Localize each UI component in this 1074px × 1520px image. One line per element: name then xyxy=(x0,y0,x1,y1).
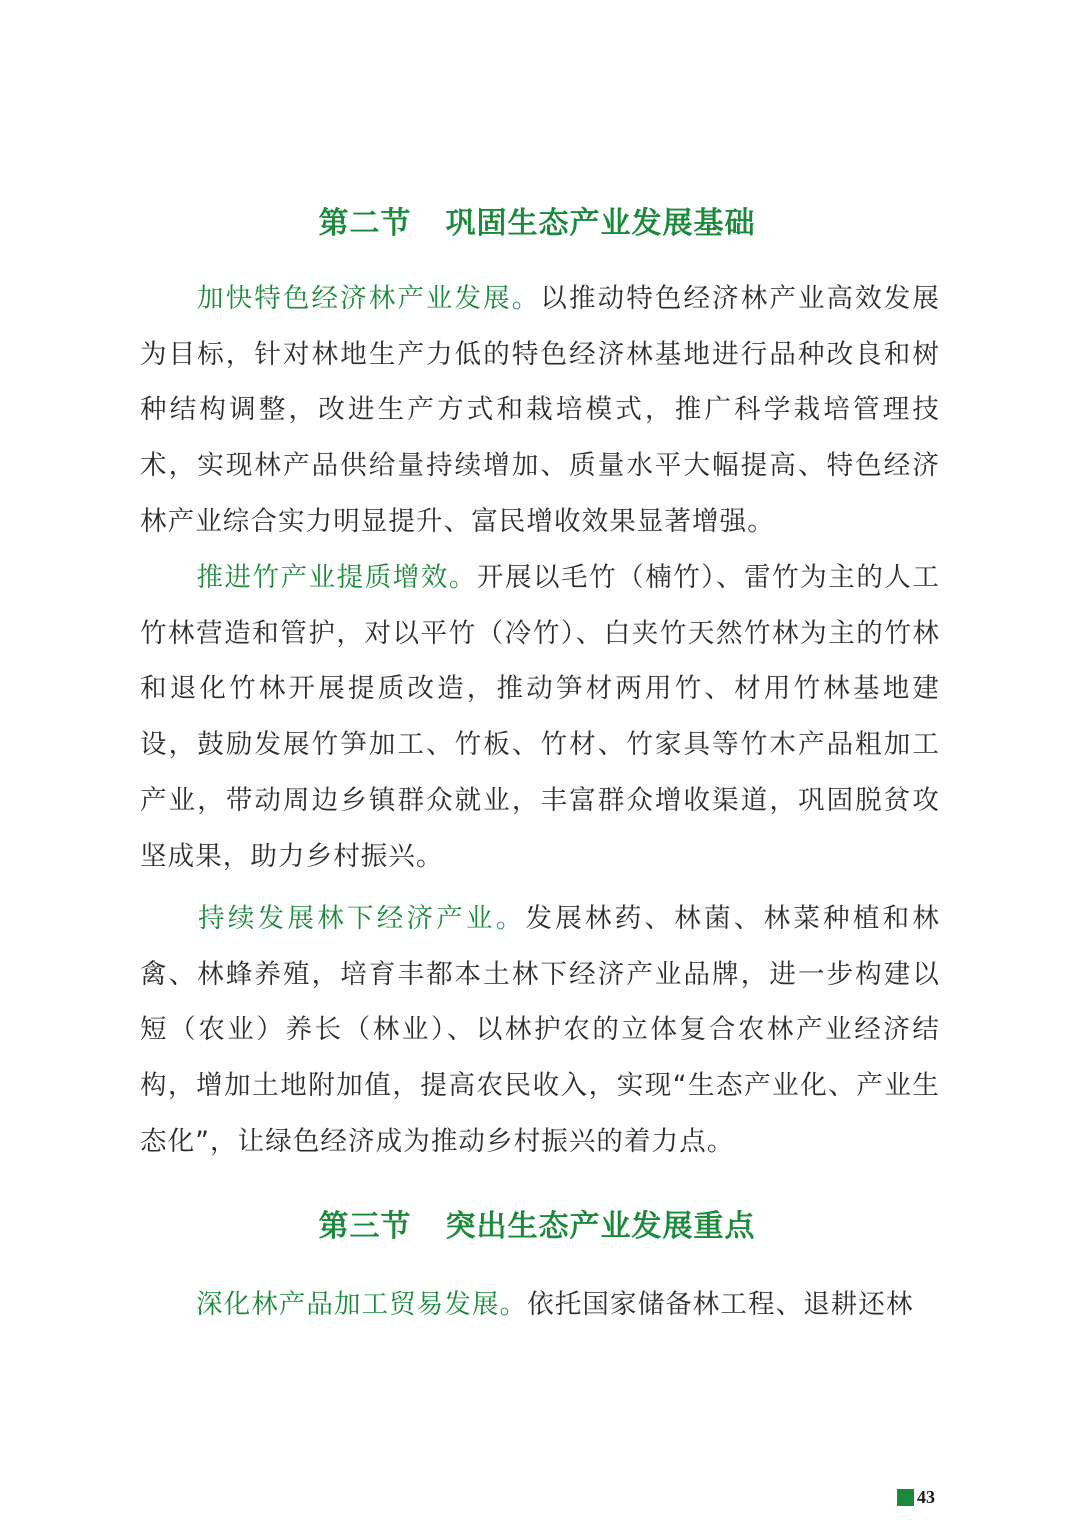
section-title-text: 突出生态产业发展重点 xyxy=(445,1209,756,1244)
page-marker-square-icon xyxy=(897,1489,914,1506)
section-heading-2 xyxy=(0,198,1074,242)
section-label: 第二节 xyxy=(318,206,412,241)
page-number-text: 43 xyxy=(917,1486,935,1507)
paragraph-forest-products-trade xyxy=(140,1277,940,1333)
paragraph-lead: 持续发展林下经济产业。 xyxy=(196,903,526,934)
paragraph-bamboo-industry xyxy=(140,550,940,884)
paragraph-economic-forest xyxy=(140,271,940,550)
paragraph-body: 开展以毛竹（楠竹）、雷竹为主的人工竹林营造和管护，对以平竹（冷竹）、白夹竹天然竹林为主的竹林和退化竹林开展提质改造，推动笋材两用竹、材用竹林基地建设，鼓励发展竹笋加工、竹板、竹材、竹家具等竹木产品粗加工产业，带动周边乡镇群众就业，丰富群众增收渠道，巩固脱贫攻坚成果，助力乡村振兴。 xyxy=(140,562,941,872)
paragraph-lead: 加快特色经济林产业发展。 xyxy=(196,283,541,314)
paragraph-understory-economy xyxy=(140,891,940,1170)
section-title-text: 巩固生态产业发展基础 xyxy=(445,206,756,241)
section-heading-3 xyxy=(0,1201,1074,1245)
paragraph-body: 发展林药、林菌、林菜种植和林禽、林蜂养殖，培育丰都本土林下经济产业品牌，进一步构建以短（农业）养长（林业）、以林护农的立体复合农林产业经济结构，增加土地附加值，提高农民收入，实现“生态产业化、产业生态化”，让绿色经济成为推动乡村振兴的着力点。 xyxy=(140,903,940,1157)
paragraph-lead: 推进竹产业提质增效。 xyxy=(196,562,477,593)
paragraph-body: 以推动特色经济林产业高效发展为目标，针对林地生产力低的特色经济林基地进行品种改良和树种结构调整，改进生产方式和栽培模式，推广科学栽培管理技术，实现林产品供给量持续增加、质量水平大幅提高、特色经济林产业综合实力明显提升、富民增收效果显著增强。 xyxy=(140,283,941,537)
paragraph-body: 依托国家储备林工程、退耕还林 xyxy=(527,1289,914,1320)
page-number xyxy=(897,1486,935,1508)
section-label: 第三节 xyxy=(318,1209,412,1244)
paragraph-lead: 深化林产品加工贸易发展。 xyxy=(196,1289,528,1320)
